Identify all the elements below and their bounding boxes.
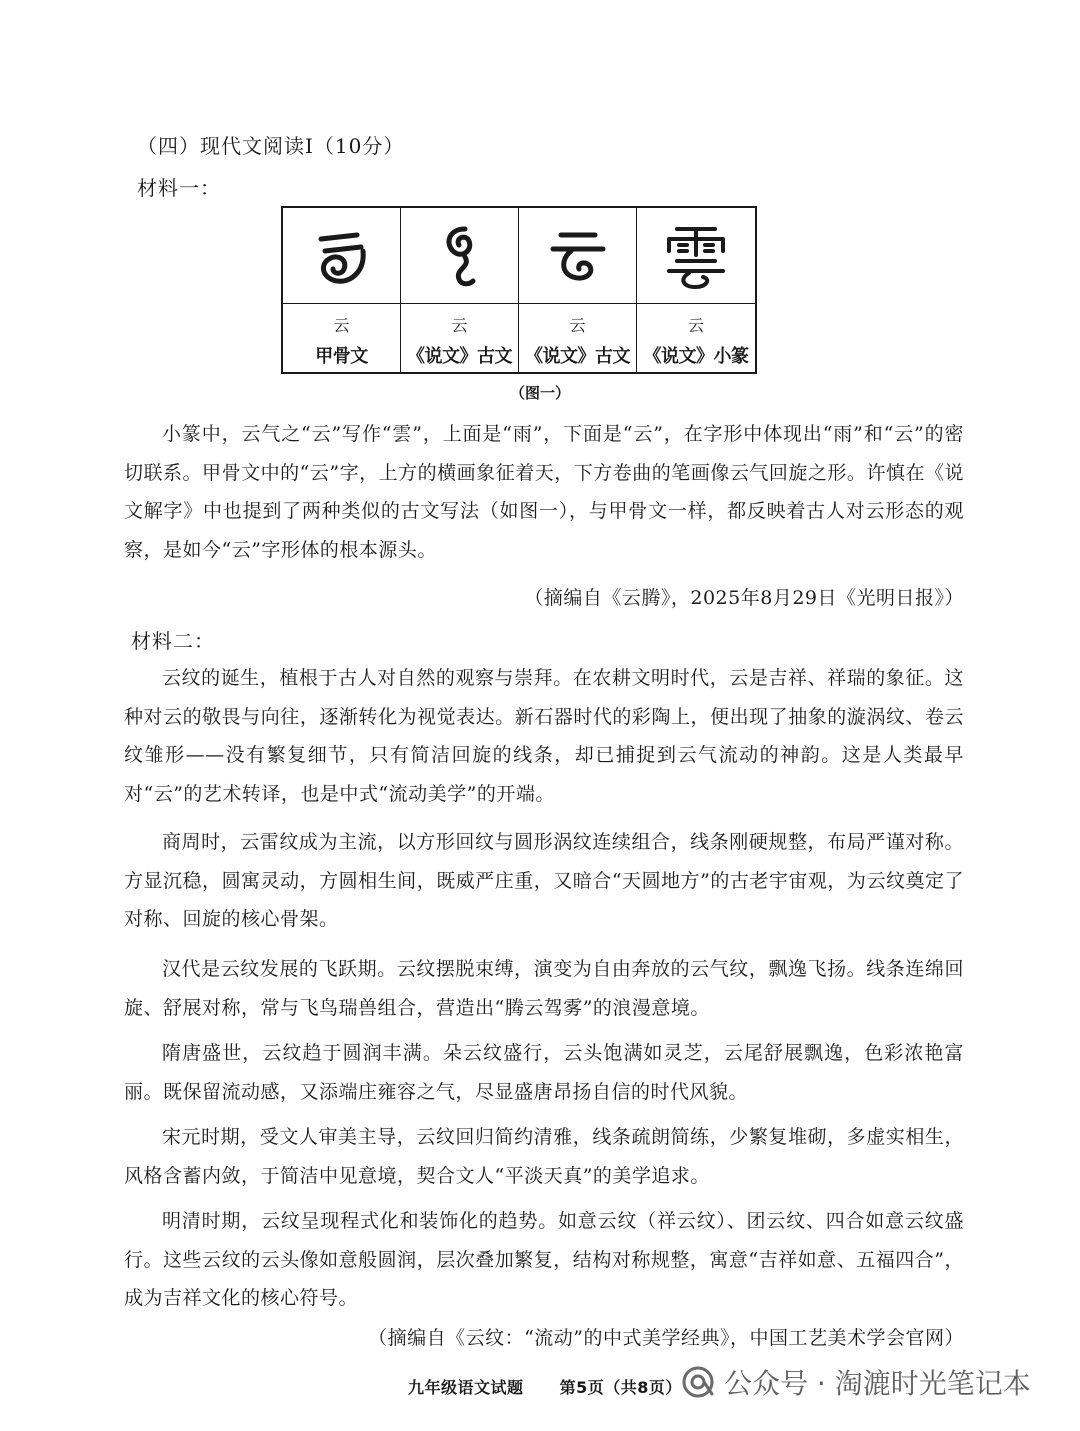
figure-table xyxy=(281,206,757,374)
caption-cell-xiaozhuan xyxy=(637,304,755,372)
caption-small-char: 云 xyxy=(569,315,586,335)
caption-small-char: 云 xyxy=(333,315,350,335)
material-two-source: （摘编自《云纹：“流动”的中式美学经典》，中国工艺美术学会官网） xyxy=(368,1327,964,1349)
caption-cell-guwen-1 xyxy=(401,304,519,372)
glyph-cell-guwen-1 xyxy=(401,208,519,304)
material-two-paragraph-5: 宋元时期，受文人审美主导，云纹回归简约清雅，线条疏朗简练，少繁复堆砌，多虚实相生，风格含蓄内敛，于简洁中见意境，契合文人“平淡天真”的美学追求。 xyxy=(124,1126,964,1187)
figure-caption: （图一） xyxy=(509,384,570,402)
caption-cell-guwen-2 xyxy=(519,304,637,372)
jiaguwen-yun-glyph xyxy=(307,221,377,291)
shuowen-guwen-yun-glyph-1 xyxy=(425,221,495,291)
section-title: （四）现代文阅读Ⅰ（10分） xyxy=(137,134,405,158)
shuowen-guwen-yun-glyph-2 xyxy=(543,221,613,291)
shuowen-xiaozhuan-yun-glyph xyxy=(661,221,731,291)
caption-small-char: 云 xyxy=(687,315,704,335)
material-one-paragraph: 小篆中，云气之“云”写作“雲”，上面是“雨”，下面是“云”，在字形中体现出“雨”和“云”的密切联系。甲骨文中的“云”字，上方的横画象征着天，下方卷曲的笔画像云气回旋之形。许慎在《说文解字》中也提到了两种类似的古文写法（如图一），与甲骨文一样，都反映着古人对云形态的观察，是如今“云”字形体的根本源头。 xyxy=(124,423,964,561)
watermark-text: 公众号 · 淘漉时光笔记本 xyxy=(724,1367,1031,1400)
material-two-paragraph-2: 商周时，云雷纹成为主流，以方形回纹与圆形涡纹连续组合，线条刚硬规整，布局严谨对称。方显沉稳，圆寓灵动，方圆相生间，既威严庄重，又暗合“天圆地方”的古老宇宙观，为云纹奠定了对称、回旋的核心骨架。 xyxy=(124,831,964,930)
caption-cell-jiaguwen xyxy=(283,304,401,372)
material-two-paragraph-6: 明清时期，云纹呈现程式化和装饰化的趋势。如意云纹（祥云纹）、团云纹、四合如意云纹盛行。这些云纹的云头像如意般圆润，层次叠加繁复，结构对称规整，寓意“吉祥如意、五福四合”，成为吉祥文化的核心符号。 xyxy=(124,1210,964,1309)
material-two-paragraph-3: 汉代是云纹发展的飞跃期。云纹摆脱束缚，演变为自由奔放的云气纹，飘逸飞扬。线条连绵回旋、舒展对称，常与飞鸟瑞兽组合，营造出“腾云驾雾”的浪漫意境。 xyxy=(124,958,964,1019)
glyph-cell-xiaozhuan xyxy=(637,208,755,304)
wechat-official-account-icon xyxy=(680,1364,716,1400)
material-two-paragraph-1: 云纹的诞生，植根于古人对自然的观察与崇拜。在农耕文明时代，云是吉祥、祥瑞的象征。这种对云的敬畏与向往，逐渐转化为视觉表达。新石器时代的彩陶上，便出现了抽象的漩涡纹、卷云纹雏形——没有繁复细节，只有简洁回旋的线条，却已捕捉到云气流动的神韵。这是人类最早对“云”的艺术转译，也是中式“流动美学”的开端。 xyxy=(124,667,964,805)
material-one-label: 材料一： xyxy=(137,176,221,200)
caption-script-name: 《说文》古文 xyxy=(407,345,512,367)
watermark xyxy=(680,1362,1031,1402)
material-two-paragraph-4: 隋唐盛世，云纹趋于圆润丰满。朵云纹盛行，云头饱满如灵芝，云尾舒展飘逸，色彩浓艳富丽。既保留流动感，又添端庄雍容之气，尽显盛唐昂扬自信的时代风貌。 xyxy=(124,1042,964,1103)
material-one-source: （摘编自《云腾》，2025年8月29日《光明日报》） xyxy=(524,587,964,609)
material-two-label: 材料二： xyxy=(131,629,215,653)
glyph-cell-guwen-2 xyxy=(519,208,637,304)
exam-title: 九年级语文试题 xyxy=(408,1378,524,1397)
caption-small-char: 云 xyxy=(451,315,468,335)
caption-script-name: 《说文》小篆 xyxy=(643,345,749,367)
caption-script-name: 《说文》古文 xyxy=(525,345,630,367)
glyph-cell-jiaguwen xyxy=(283,208,401,304)
caption-script-name: 甲骨文 xyxy=(315,345,368,367)
page-footer xyxy=(408,1375,712,1398)
page-info: 第5页（共8页） xyxy=(559,1378,682,1397)
